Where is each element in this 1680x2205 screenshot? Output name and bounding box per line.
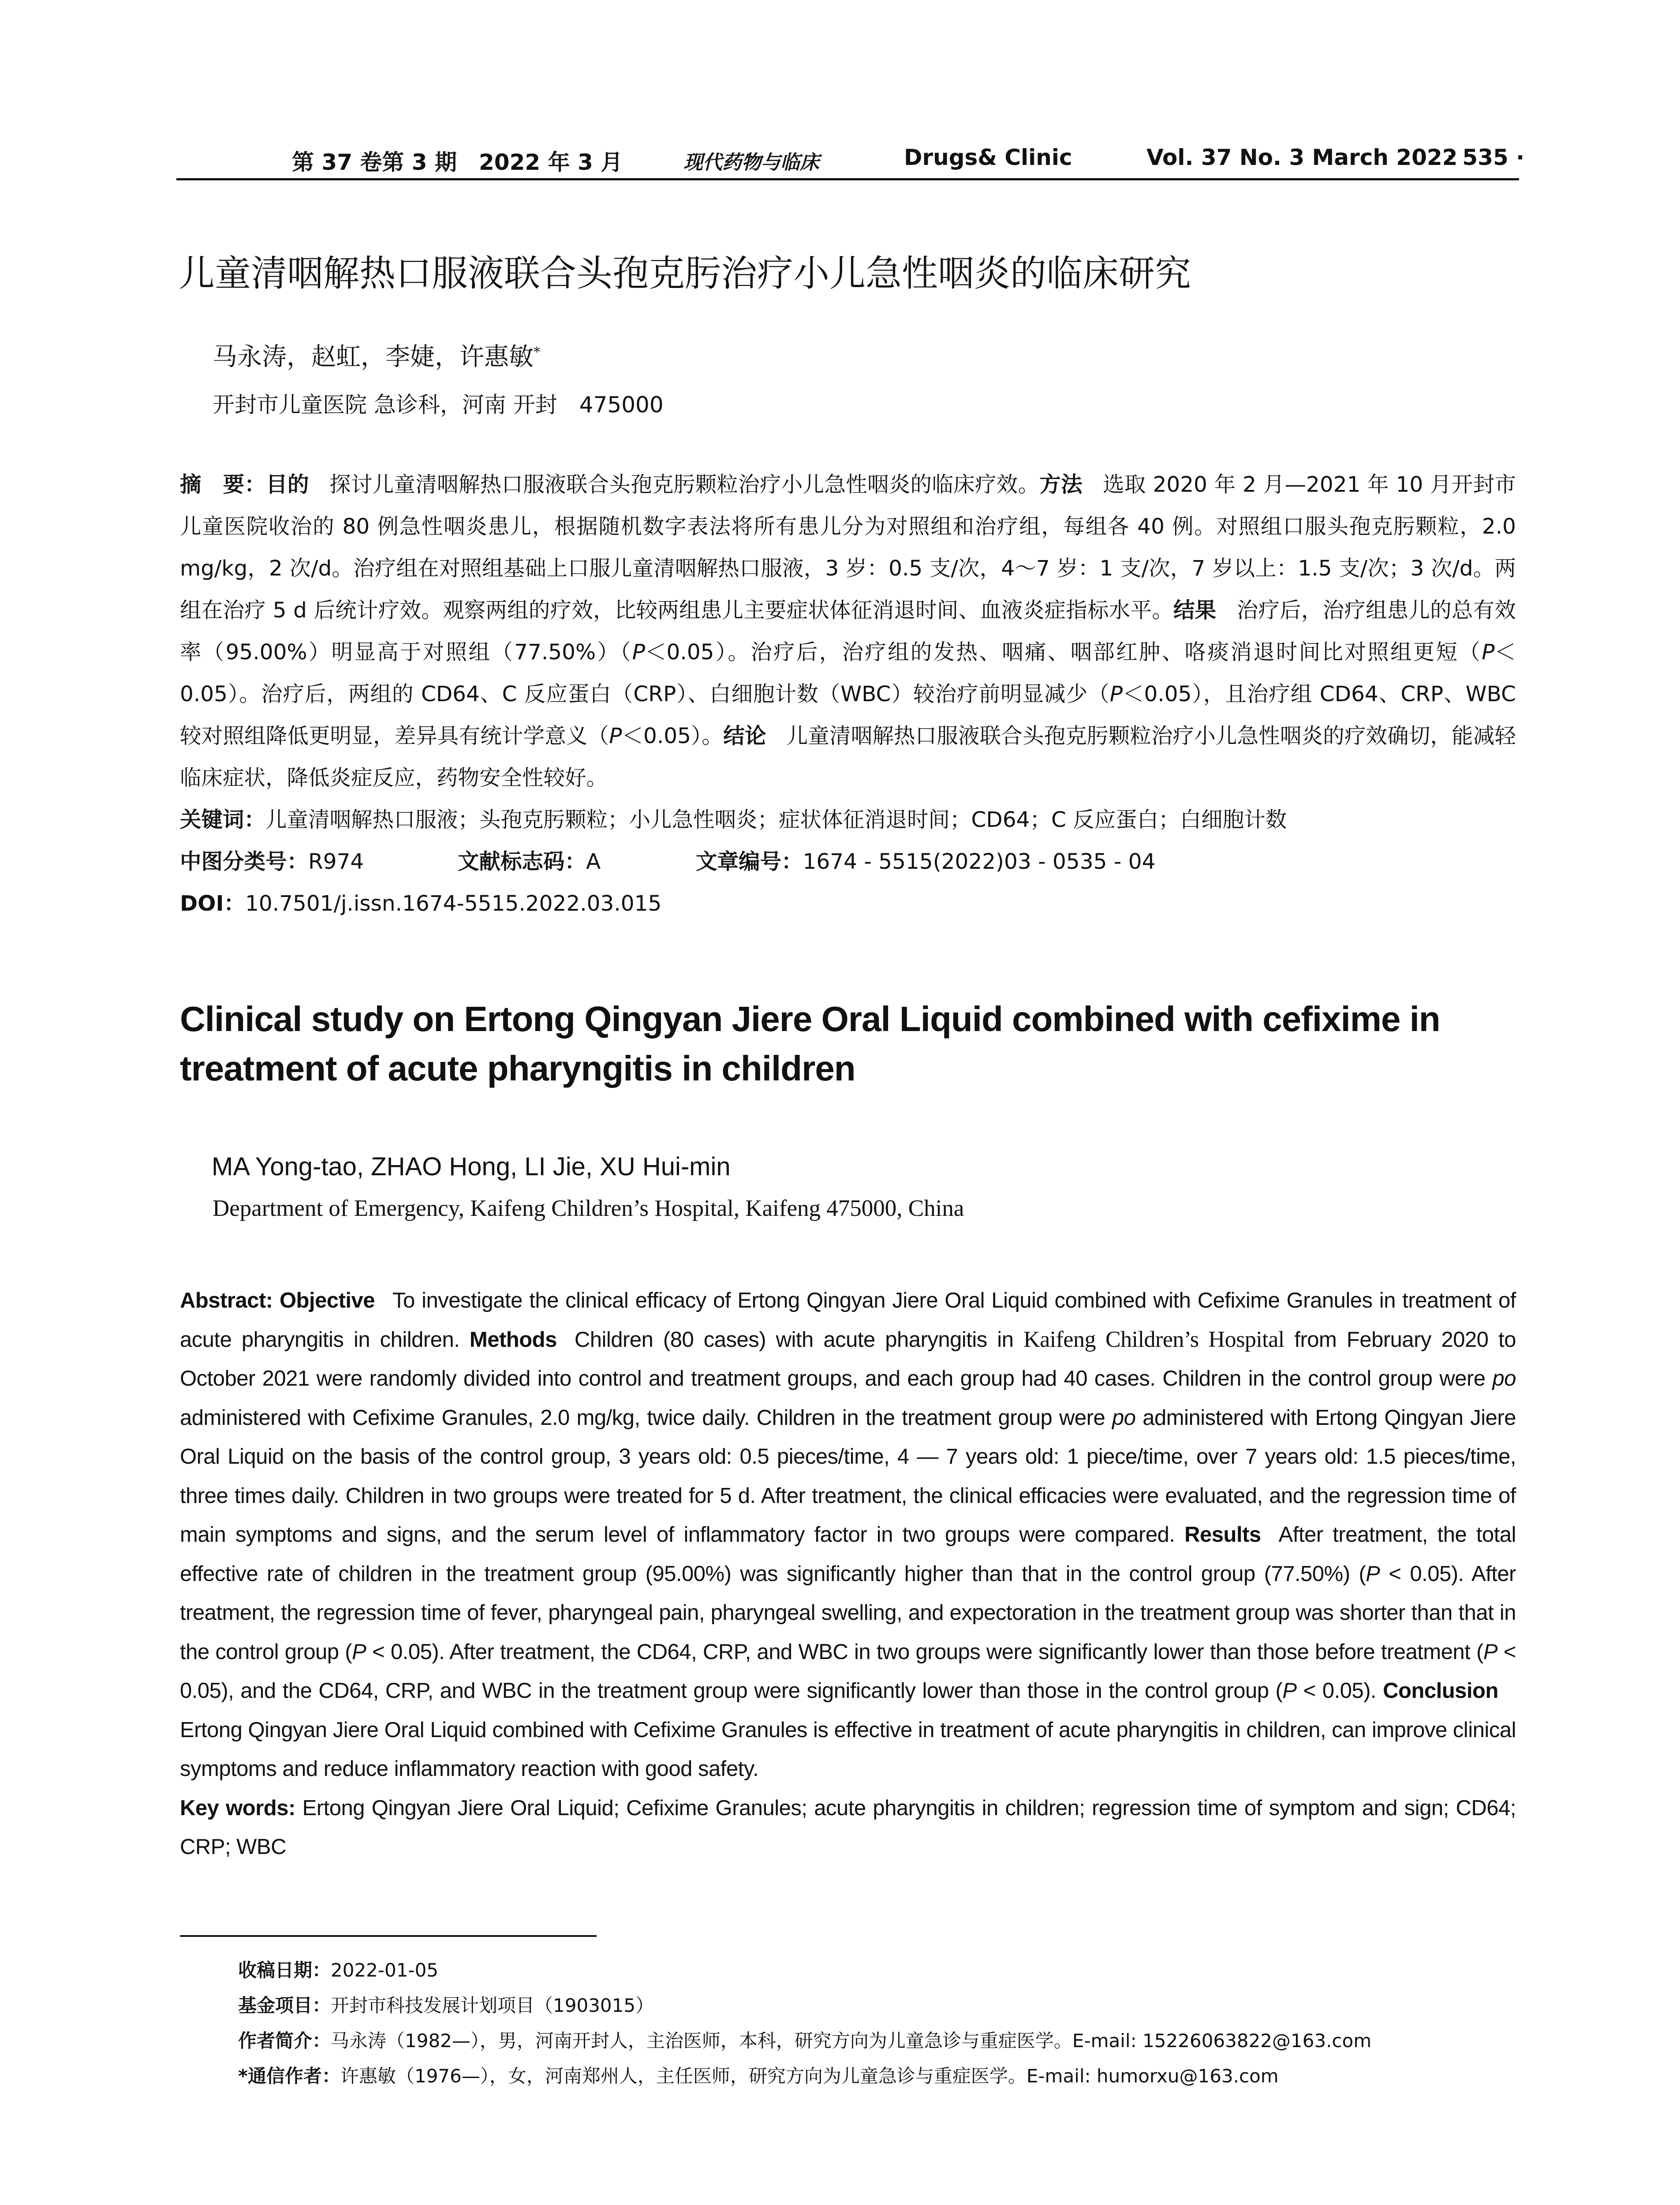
corresponding-label: *通信作者： <box>238 2065 340 2087</box>
methods-cn: 选取 2020 年 2 月—2021 年 10 月开封市儿童医院收治的 80 例急性咽炎患儿，根据随机数字表法将所有患儿分为对照组和治疗组，每组各 40 例。对照组口服头孢克肟颗粒，2.0 mg/kg，2 次/d。治疗组在对照组基础上口服儿童清咽解热口服液，3 岁：0.5 支/次，4～7 岁：1 支/次，7 岁以上：1.5 支/次；3 次/d。两组在治疗 5 d 后统计疗效。观察两组的疗效，比较两组患儿主要症状体征消退时间、血液炎症指标水平。 <box>180 472 1516 623</box>
author-bio-label: 作者简介： <box>238 2030 331 2052</box>
fund-value: 开封市科技发展计划项目（1903015） <box>331 1995 654 2016</box>
results-cn-4: ＜0.05），且治疗组 CD64、CRP、WBC 较对照组降低更明显，差异具有统计学意义（ <box>180 682 1516 748</box>
affiliation-en: Department of Emergency, Kaifeng Children’s Hospital, Kaifeng 475000, China <box>213 1196 964 1221</box>
conclusion-cn: 儿童清咽解热口服液联合头孢克肟颗粒治疗小儿急性咽炎的疗效确切，能减轻临床症状，降低炎症反应，药物安全性较好。 <box>180 724 1516 790</box>
classification-line <box>180 841 1516 883</box>
methods-hospital: Kaifeng Children’s Hospital <box>1023 1327 1284 1352</box>
journal-name-cn: 现代药物与临床 <box>683 151 819 174</box>
objective-label-cn: 目的 <box>266 472 309 497</box>
keywords-label-en: Key words: <box>180 1796 295 1820</box>
header-rule <box>176 178 1519 180</box>
results-cn-3: ＜0.05）。治疗后，两组的 CD64、C 反应蛋白（CRP）、白细胞计数（WBC）较治疗前明显减少（ <box>180 640 1516 706</box>
p-symbol: P <box>1366 1562 1380 1586</box>
keywords-en <box>180 1789 1516 1867</box>
corresponding-author <box>238 2059 1517 2094</box>
methods-label-cn: 方法 <box>1039 472 1083 497</box>
abstract-en-body <box>180 1281 1516 1789</box>
objective-label-en: Objective <box>279 1289 375 1312</box>
p-symbol: P <box>1109 682 1123 706</box>
volume-info: Vol. 37 No. 3 March 2022 <box>1146 145 1458 170</box>
doi-line <box>180 883 1516 925</box>
title-en: Clinical study on Ertong Qingyan Jiere Oral Liquid combined with cefixime in treatment of acute pharyngitis in children <box>180 999 1440 1088</box>
results-en-2: < 0.05). After treatment, the regression time of fever, pharyngeal pain, pharyngeal swelling, and expectoration in the treatment group was shorter than that in the control group ( <box>180 1562 1516 1664</box>
authors-cn <box>213 337 540 373</box>
footnote-rule <box>180 1935 597 1937</box>
keywords-label-cn: 关键词： <box>180 807 266 832</box>
objective-cn: 探讨儿童清咽解热口服液联合头孢克肟颗粒治疗小儿急性咽炎的临床疗效。 <box>329 472 1040 497</box>
fund-info <box>238 1988 1517 2023</box>
doi-value[interactable]: 10.7501/j.issn.1674-5515.2022.03.015 <box>245 891 662 916</box>
p-symbol: P <box>352 1640 366 1664</box>
authors-en: MA Yong-tao, ZHAO Hong, LI Jie, XU Hui-min <box>212 1152 731 1181</box>
keywords-text-cn: 儿童清咽解热口服液；头孢克肟颗粒；小儿急性咽炎；症状体征消退时间；CD64；C 反应蛋白；白细胞计数 <box>265 807 1287 832</box>
results-en-3: < 0.05). After treatment, the CD64, CRP, and WBC in two groups were significantly lower than those before treatment ( <box>366 1640 1483 1664</box>
journal-name-en: Drugs& Clinic <box>904 145 1072 170</box>
p-symbol: P <box>609 724 622 748</box>
conclusion-en: Ertong Qingyan Jiere Oral Liquid combined with Cefixime Granules is effective in treatment of acute pharyngitis in children, can improve clinical symptoms and reduce inflammatory reaction with good safety. <box>180 1718 1516 1781</box>
p-symbol: P <box>632 640 646 665</box>
methods-label-en: Methods <box>469 1327 557 1352</box>
abstract-label-cn: 摘 要： <box>180 472 266 497</box>
conclusion-label-cn: 结论 <box>723 724 766 748</box>
methods-en-2: from February 2020 to October 2021 were randomly divided into control and treatment groups, and each group had 40 cases. Children in the control group were <box>180 1327 1516 1390</box>
results-label-cn: 结果 <box>1173 598 1217 623</box>
author-bio-value: 马永涛（1982—），男，河南开封人，主治医师，本科，研究方向为儿童急诊与重症医学。E-mail: 15226063822@163.com <box>331 2030 1372 2052</box>
fund-label: 基金项目： <box>238 1995 331 2016</box>
corresponding-mark: * <box>534 344 540 360</box>
affiliation-cn: 开封市儿童医院 急诊科，河南 开封 475000 <box>213 392 664 418</box>
received-label: 收稿日期： <box>238 1959 331 1981</box>
footnotes <box>238 1953 1517 2094</box>
received-value: 2022-01-05 <box>331 1959 439 1981</box>
page-number: · 535 · <box>1446 145 1525 170</box>
received-date <box>238 1953 1517 1988</box>
abstract-cn <box>180 464 1516 925</box>
abstract-en <box>180 1281 1516 1867</box>
keywords-cn <box>180 799 1516 841</box>
results-label-en: Results <box>1184 1523 1261 1547</box>
abstract-cn-body <box>180 464 1516 799</box>
abstract-label-en: Abstract: <box>180 1289 273 1312</box>
methods-en-1: Children (80 cases) with acute pharyngitis in <box>574 1327 1014 1352</box>
po-abbrev: po <box>1492 1367 1516 1390</box>
article-no: 1674 - 5515(2022)03 - 0535 - 04 <box>803 849 1156 874</box>
results-cn-5: ＜0.05）。 <box>622 724 724 748</box>
p-symbol: P <box>1482 640 1495 665</box>
results-cn-2: ＜0.05）。治疗后，治疗组的发热、咽痛、咽部红肿、咯痰消退时间比对照组更短（ <box>645 640 1482 665</box>
corresponding-value: 许惠敏（1976—），女，河南郑州人，主任医师，研究方向为儿童急诊与重症医学。E-mail: humorxu@163.com <box>340 2065 1279 2087</box>
keywords-text-en: Ertong Qingyan Jiere Oral Liquid; Cefixime Granules; acute pharyngitis in children; regression time of symptom and sign; CD64; CRP; WBC <box>180 1796 1516 1859</box>
title-cn: 儿童清咽解热口服液联合头孢克肟治疗小儿急性咽炎的临床研究 <box>179 253 1191 295</box>
results-en-1: After treatment, the total effective rate of children in the treatment group (95.00%) was significantly higher than that in the control group (77.50%) ( <box>180 1523 1516 1586</box>
author-names-cn: 马永涛，赵虹，李婕，许惠敏 <box>213 343 534 371</box>
issue-info: 第 37 卷第 3 期 2022 年 3 月 <box>292 149 623 175</box>
po-abbrev: po <box>1112 1405 1136 1430</box>
results-en-5: < 0.05). <box>1296 1679 1377 1703</box>
article-no-label: 文章编号： <box>696 849 803 874</box>
p-symbol: P <box>1483 1640 1498 1664</box>
author-bio <box>238 2023 1517 2059</box>
clc-code: R974 <box>308 849 364 874</box>
doc-code-label: 文献标志码： <box>458 849 586 874</box>
doc-code: A <box>586 849 601 874</box>
conclusion-label-en: Conclusion <box>1383 1679 1498 1703</box>
p-symbol: P <box>1282 1679 1297 1703</box>
clc-label: 中图分类号： <box>180 849 309 874</box>
results-en-4: < 0.05), and the CD64, CRP, and WBC in the treatment group were significantly lower than those in the control group ( <box>180 1640 1516 1703</box>
methods-en-4: administered with Ertong Qingyan Jiere Oral Liquid on the basis of the control group, 3 years old: 0.5 pieces/time, 4 — 7 years old: 1 piece/time, over 7 years old: 1.5 pieces/time, three times daily. Children in two groups were treated for 5 d. After treatment, the clinical efficacies were evaluated, and the regression time of main symptoms and signs, and the serum level of inflammatory factor in two groups were compared. <box>180 1405 1516 1547</box>
results-cn-1: 治疗后，治疗组患儿的总有效率（95.00%）明显高于对照组（77.50%）（ <box>180 598 1516 665</box>
methods-en-3: administered with Cefixime Granules, 2.0 mg/kg, twice daily. Children in the treatment group were <box>180 1405 1105 1430</box>
running-header <box>176 140 1525 180</box>
objective-en: To investigate the clinical efficacy of Ertong Qingyan Jiere Oral Liquid combined with Cefixime Granules in treatment of acute pharyngitis in children. <box>180 1289 1516 1352</box>
doi-label: DOI： <box>180 891 246 916</box>
